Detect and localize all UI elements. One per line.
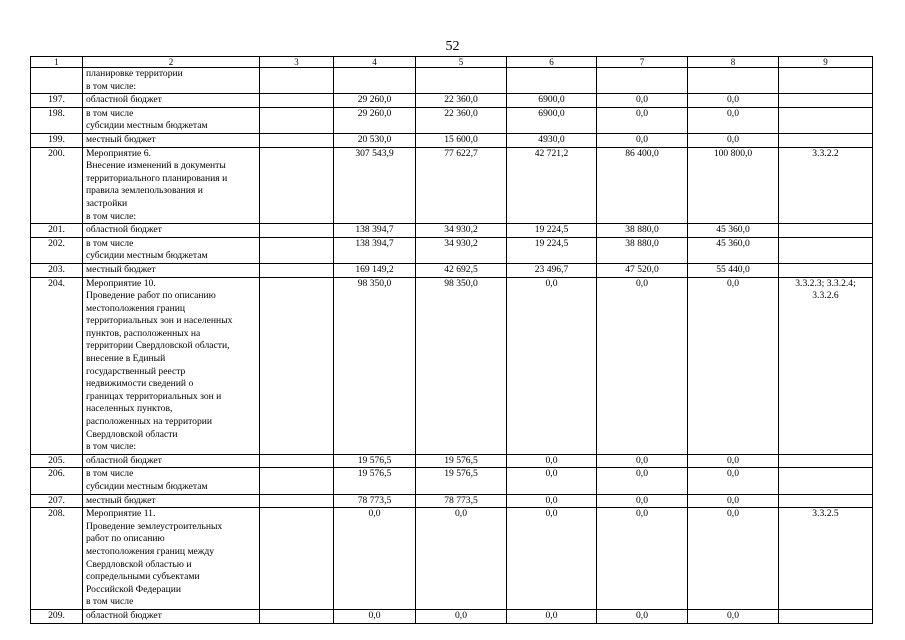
row-description <box>83 224 260 238</box>
target-indicator-codes <box>779 68 873 94</box>
description-line: областной бюджет <box>86 609 162 621</box>
year-value: 0,0 <box>688 107 779 133</box>
year-value: 100 800,0 <box>688 147 779 224</box>
indicator-code: 3.3.2.5 <box>812 508 839 520</box>
total-value: 19 576,5 <box>334 454 416 468</box>
row-number: 199. <box>31 133 83 147</box>
col3-cell <box>260 147 334 224</box>
table-row <box>31 263 873 277</box>
description-line: в том числе <box>86 468 134 480</box>
description-line: областной бюджет <box>86 224 162 236</box>
row-number: 200. <box>31 147 83 224</box>
year-value: 78 773,5 <box>416 494 507 508</box>
row-description <box>83 94 260 108</box>
description-line: субсидии местным бюджетам <box>86 481 208 492</box>
year-value: 15 600,0 <box>416 133 507 147</box>
row-number: 207. <box>31 494 83 508</box>
description-line: в том числе: <box>86 210 137 222</box>
budget-table <box>30 56 873 624</box>
year-value: 47 520,0 <box>597 263 688 277</box>
description-line: территориального планирования и <box>86 172 228 184</box>
total-value: 0,0 <box>334 508 416 610</box>
description-line: Проведение работ по описанию <box>86 290 216 302</box>
col3-cell <box>260 107 334 133</box>
target-indicator-codes <box>779 609 873 623</box>
year-value: 0,0 <box>688 609 779 623</box>
description-line: субсидии местным бюджетам <box>86 250 208 262</box>
row-number: 197. <box>31 94 83 108</box>
description-line: территориальных зон и населенных <box>86 315 233 327</box>
target-indicator-codes <box>779 94 873 108</box>
col3-cell <box>260 468 334 494</box>
column-header: 8 <box>688 57 779 68</box>
year-value: 0,0 <box>688 277 779 454</box>
year-value: 22 360,0 <box>416 94 507 108</box>
total-value: 20 530,0 <box>334 133 416 147</box>
col3-cell <box>260 454 334 468</box>
total-value: 307 543,9 <box>334 147 416 224</box>
column-header: 3 <box>260 57 334 68</box>
target-indicator-codes <box>779 107 873 133</box>
row-number: 201. <box>31 224 83 238</box>
table-row <box>31 468 873 494</box>
total-value: 0,0 <box>334 609 416 623</box>
year-value: 0,0 <box>416 508 507 610</box>
column-header: 1 <box>31 57 83 68</box>
col3-cell <box>260 609 334 623</box>
description-line: расположенных на территории <box>86 416 213 428</box>
year-value: 19 224,5 <box>507 224 597 238</box>
description-line: местный бюджет <box>86 263 156 275</box>
description-line: внесение в Единый <box>86 353 166 365</box>
description-line: территории Свердловской области, <box>86 340 230 352</box>
row-number: 204. <box>31 277 83 454</box>
description-line: Свердловской областью и <box>86 558 192 570</box>
total-value: 138 394,7 <box>334 224 416 238</box>
row-description <box>83 277 260 454</box>
table-row <box>31 237 873 263</box>
year-value: 34 930,2 <box>416 224 507 238</box>
table-row <box>31 224 873 238</box>
year-value: 0,0 <box>597 94 688 108</box>
row-description <box>83 454 260 468</box>
year-value: 0,0 <box>688 133 779 147</box>
row-description <box>83 147 260 224</box>
year-value: 0,0 <box>597 277 688 454</box>
year-value: 45 360,0 <box>688 237 779 263</box>
year-value: 0,0 <box>688 94 779 108</box>
column-header: 7 <box>597 57 688 68</box>
year-value: 0,0 <box>597 609 688 623</box>
table-row <box>31 454 873 468</box>
target-indicator-codes <box>779 277 873 454</box>
total-value: 19 576,5 <box>334 468 416 494</box>
row-description <box>83 237 260 263</box>
total-value: 29 260,0 <box>334 94 416 108</box>
year-value: 0,0 <box>416 609 507 623</box>
target-indicator-codes <box>779 263 873 277</box>
row-description <box>83 468 260 494</box>
year-value: 0,0 <box>597 494 688 508</box>
description-line: Проведение землеустроительных <box>86 520 223 532</box>
table-row <box>31 494 873 508</box>
row-number: 208. <box>31 508 83 610</box>
year-value: 55 440,0 <box>688 263 779 277</box>
total-value <box>334 68 416 94</box>
col3-cell <box>260 68 334 94</box>
total-value: 169 149,2 <box>334 263 416 277</box>
year-value: 77 622,7 <box>416 147 507 224</box>
year-value <box>597 68 688 94</box>
description-line: областной бюджет <box>86 94 162 106</box>
row-number <box>31 68 83 94</box>
year-value: 45 360,0 <box>688 224 779 238</box>
year-value: 0,0 <box>688 508 779 610</box>
row-description <box>83 68 260 94</box>
total-value: 78 773,5 <box>334 494 416 508</box>
description-line: недвижимости сведений о <box>86 378 194 390</box>
target-indicator-codes <box>779 224 873 238</box>
description-line: Мероприятие 10. <box>86 277 156 289</box>
description-line: Мероприятие 6. <box>86 147 151 159</box>
column-header: 9 <box>779 57 873 68</box>
total-value: 29 260,0 <box>334 107 416 133</box>
column-header: 5 <box>416 57 507 68</box>
target-indicator-codes <box>779 133 873 147</box>
year-value <box>688 68 779 94</box>
target-indicator-codes <box>779 494 873 508</box>
year-value <box>507 68 597 94</box>
year-value: 42 721,2 <box>507 147 597 224</box>
table-row <box>31 508 873 610</box>
year-value: 0,0 <box>688 468 779 494</box>
description-line: работ по описанию <box>86 533 165 545</box>
year-value <box>416 68 507 94</box>
description-line: Мероприятие 11. <box>86 508 156 520</box>
description-line: сопредельными субъектами <box>86 571 200 583</box>
year-value: 19 576,5 <box>416 454 507 468</box>
year-value: 0,0 <box>507 468 597 494</box>
table-row <box>31 68 873 94</box>
description-line: застройки <box>86 197 128 209</box>
description-line: местный бюджет <box>86 133 156 145</box>
col3-cell <box>260 133 334 147</box>
row-number: 206. <box>31 468 83 494</box>
target-indicator-codes <box>779 237 873 263</box>
description-line: в том числе <box>86 237 134 249</box>
row-description <box>83 494 260 508</box>
row-description <box>83 263 260 277</box>
row-number: 209. <box>31 609 83 623</box>
year-value: 34 930,2 <box>416 237 507 263</box>
row-number: 198. <box>31 107 83 133</box>
column-header: 6 <box>507 57 597 68</box>
col3-cell <box>260 263 334 277</box>
row-number: 203. <box>31 263 83 277</box>
year-value: 0,0 <box>688 494 779 508</box>
total-value: 98 350,0 <box>334 277 416 454</box>
year-value: 22 360,0 <box>416 107 507 133</box>
col3-cell <box>260 94 334 108</box>
year-value: 19 576,5 <box>416 468 507 494</box>
description-line: Российской Федерации <box>86 583 181 595</box>
year-value: 0,0 <box>688 454 779 468</box>
description-line: населенных пунктов, <box>86 403 173 415</box>
row-description <box>83 508 260 610</box>
target-indicator-codes <box>779 147 873 224</box>
description-line: Свердловской области <box>86 428 178 440</box>
year-value: 86 400,0 <box>597 147 688 224</box>
description-line: границах территориальных зон и <box>86 390 222 402</box>
description-line: местоположения границ между <box>86 545 215 557</box>
table-row <box>31 609 873 623</box>
year-value: 0,0 <box>597 107 688 133</box>
description-line: в том числе <box>86 107 134 119</box>
year-value: 0,0 <box>507 508 597 610</box>
row-description <box>83 133 260 147</box>
description-line: в том числе: <box>86 80 137 92</box>
year-value: 0,0 <box>597 133 688 147</box>
indicator-code: 3.3.2.2 <box>812 147 839 159</box>
description-line: областной бюджет <box>86 454 162 466</box>
year-value: 38 880,0 <box>597 237 688 263</box>
col3-cell <box>260 277 334 454</box>
row-number: 202. <box>31 237 83 263</box>
target-indicator-codes <box>779 508 873 610</box>
year-value: 23 496,7 <box>507 263 597 277</box>
col3-cell <box>260 237 334 263</box>
year-value: 6900,0 <box>507 107 597 133</box>
year-value: 0,0 <box>507 494 597 508</box>
description-line: пунктов, расположенных на <box>86 327 201 339</box>
indicator-code: 3.3.2.6 <box>812 290 839 302</box>
year-value: 0,0 <box>507 609 597 623</box>
target-indicator-codes <box>779 454 873 468</box>
column-header: 2 <box>83 57 260 68</box>
row-description <box>83 107 260 133</box>
year-value: 42 692,5 <box>416 263 507 277</box>
table-body <box>31 57 873 624</box>
table-row <box>31 94 873 108</box>
row-description <box>83 609 260 623</box>
description-line: правила землепользования и <box>86 185 203 197</box>
description-line: в том числе: <box>86 441 137 453</box>
col3-cell <box>260 494 334 508</box>
year-value: 38 880,0 <box>597 224 688 238</box>
indicator-code: 3.3.2.3; 3.3.2.4; <box>795 277 856 289</box>
year-value: 6900,0 <box>507 94 597 108</box>
table-row <box>31 147 873 224</box>
year-value: 0,0 <box>507 454 597 468</box>
description-line: местный бюджет <box>86 494 156 506</box>
year-value: 0,0 <box>507 277 597 454</box>
page-number: 52 <box>445 39 460 54</box>
year-value: 4930,0 <box>507 133 597 147</box>
table-row <box>31 133 873 147</box>
column-header: 4 <box>334 57 416 68</box>
col3-cell <box>260 224 334 238</box>
description-line: государственный реестр <box>86 365 186 377</box>
col3-cell <box>260 508 334 610</box>
description-line: в том числе <box>86 596 134 608</box>
total-value: 138 394,7 <box>334 237 416 263</box>
year-value: 98 350,0 <box>416 277 507 454</box>
description-line: планировке территории <box>86 68 183 79</box>
column-header-row <box>31 57 873 68</box>
year-value: 0,0 <box>597 454 688 468</box>
description-line: Внесение изменений в документы <box>86 160 226 172</box>
year-value: 19 224,5 <box>507 237 597 263</box>
year-value: 0,0 <box>597 508 688 610</box>
year-value: 0,0 <box>597 468 688 494</box>
description-line: местоположения границ <box>86 302 186 314</box>
row-number: 205. <box>31 454 83 468</box>
target-indicator-codes <box>779 468 873 494</box>
table-row <box>31 107 873 133</box>
table-row <box>31 277 873 454</box>
description-line: субсидии местным бюджетам <box>86 120 208 132</box>
